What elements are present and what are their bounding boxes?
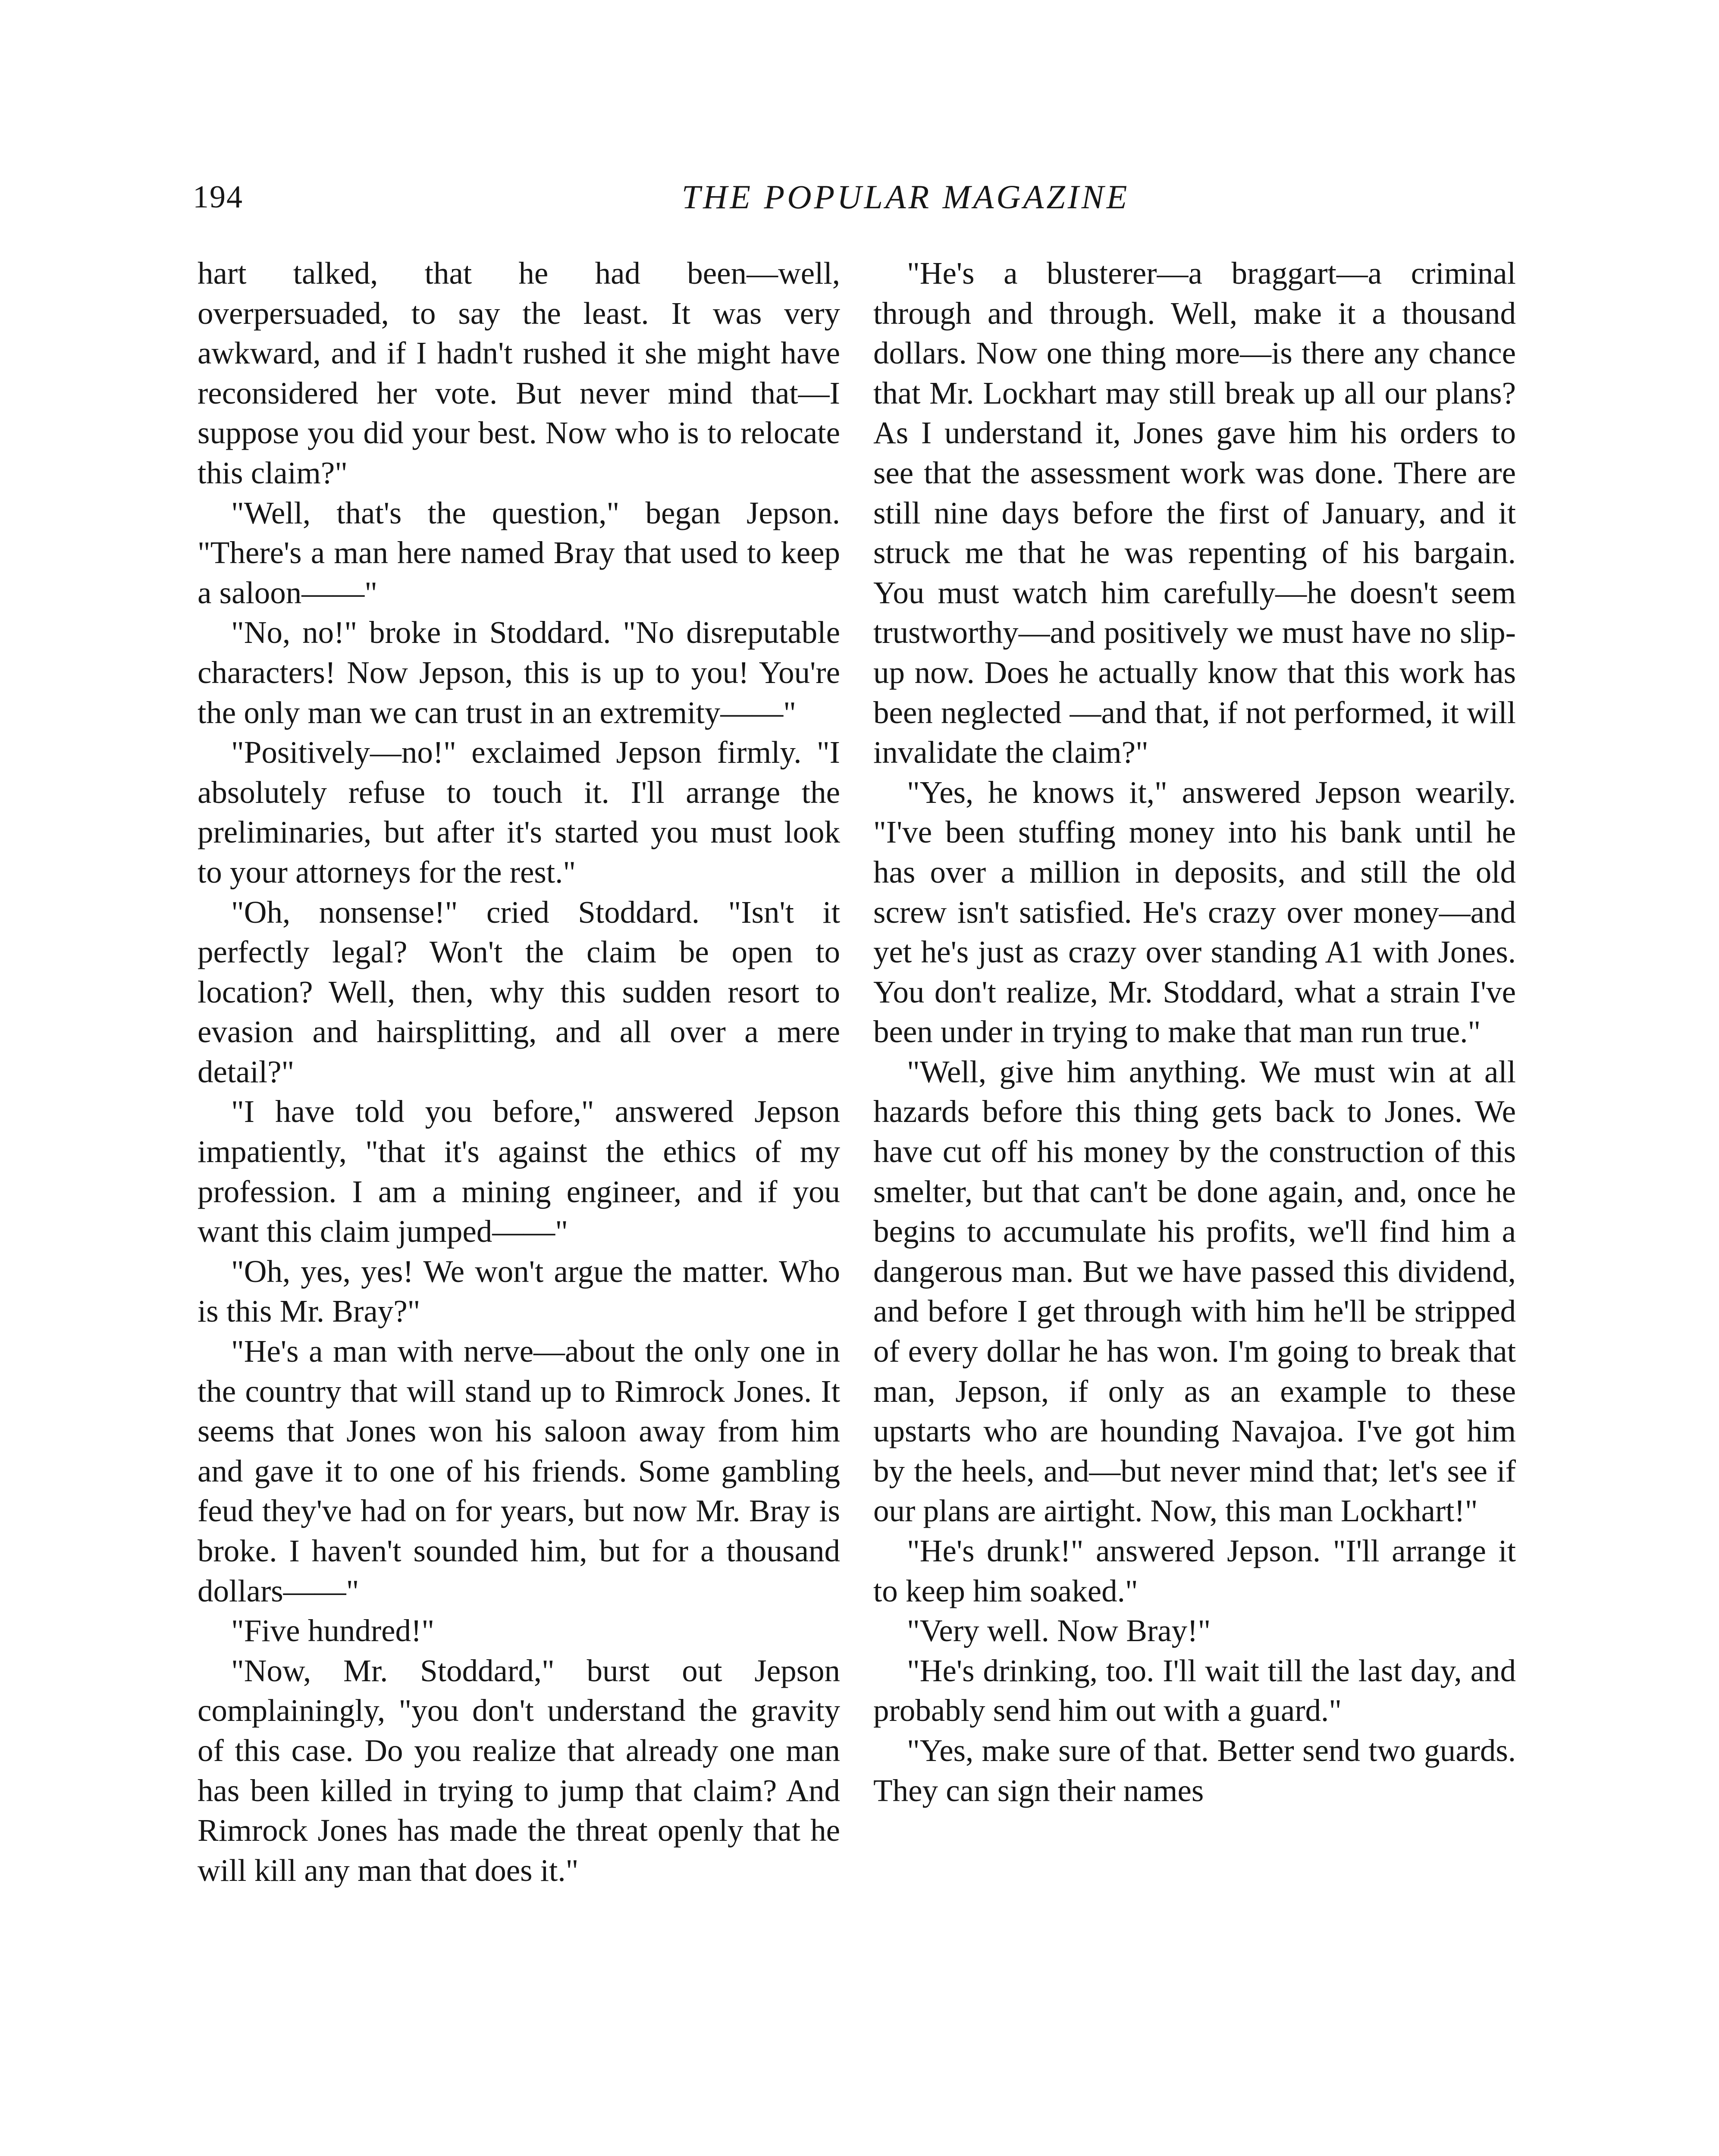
paragraph: "Yes, he knows it," answered Jepson wearily. "I've been stuffing money into his bank until he has over a million in deposits, and still the old screw isn't satisfied. He's crazy over money—and yet he's just as crazy over standing A1 with Jones. You don't realize, Mr. Stoddard, what a strain I've been under in trying to make that man run true."	[873, 774, 1516, 1050]
paragraph: "Very well. Now Bray!"	[907, 1613, 1211, 1648]
paragraph: "Positively—no!" exclaimed Jepson firmly. "I absolutely refuse to touch it. I'll arrange the preliminaries, but after it's started you must look to your attorneys for the rest."	[198, 735, 840, 890]
paragraph: "Oh, yes, yes! We won't argue the matter. Who is this Mr. Bray?"	[198, 1253, 840, 1329]
running-head: THE POPULAR MAGAZINE	[681, 178, 1130, 216]
paragraph: "Well, that's the question," began Jepson. "There's a man here named Bray that used to keep a saloon——"	[198, 495, 840, 610]
paragraph: "No, no!" broke in Stoddard. "No disreputable characters! Now Jepson, this is up to you! You're the only man we can trust in an extremity——"	[198, 615, 840, 730]
paragraph: "I have told you before," answered Jepson impatiently, "that it's against the ethics of my profession. I am a mining engineer, and if you want this claim jumped——"	[198, 1094, 840, 1249]
paragraph: "He's drinking, too. I'll wait till the last day, and probably send him out with a guard."	[873, 1653, 1516, 1728]
paragraph: "He's drunk!" answered Jepson. "I'll arrange it to keep him soaked."	[873, 1533, 1516, 1608]
page-number: 194	[193, 179, 243, 215]
paragraph: "Now, Mr. Stoddard," burst out Jepson complainingly, "you don't understand the gravity of this case. Do you realize that already one man has been killed in trying to jump that claim? And Rimrock Jones has made the threat openly that he will kill any man that does it."	[198, 1653, 840, 1888]
paragraph: "He's a man with nerve—about the only one in the country that will stand up to Rimrock Jones. It seems that Jones won his saloon away from him and gave it to one of his friends. Some gambling feud they've had on for years, but now Mr. Bray is broke. I haven't sounded him, but for a thousand dollars——"	[198, 1334, 840, 1608]
paragraph: "Five hundred!"	[231, 1613, 435, 1648]
paragraph: "He's a blusterer—a braggart—a criminal through and through. Well, make it a thousand dollars. Now one thing more—is there any chance that Mr. Lockhart may still break up all our plans? As I understand it, Jones gave him his orders to see that the assessment work was done. There are still nine days before the first of January, and it struck me that he was repenting of his bargain. You must watch him carefully—he doesn't seem trustworthy—and positively we must have no slip-up now. Does he actually know that this work has been neglected —and that, if not performed, it will invalidate the claim?"	[873, 256, 1516, 770]
right-column	[873, 254, 1516, 1811]
paragraph: "Yes, make sure of that. Better send two guards. They can sign their names	[873, 1733, 1516, 1808]
paragraph: hart talked, that he had been—well, overpersuaded, to say the least. It was very awkward, and if I hadn't rushed it she might have reconsidered her vote. But never mind that—I suppose you did your best. Now who is to relocate this claim?"	[198, 256, 840, 490]
left-column	[198, 254, 840, 1890]
paragraph: "Well, give him anything. We must win at all hazards before this thing gets back to Jones. We have cut off his money by the construction of this smelter, but that can't be done again, and, once he begins to accumulate his profits, we'll find him a dangerous man. But we have passed this dividend, and before I get through with him he'll be stripped of every dollar he has won. I'm going to break that man, Jepson, if only as an example to these upstarts who are hounding Navajoa. I've got him by the heels, and—but never mind that; let's see if our plans are airtight. Now, this man Lockhart!"	[873, 1054, 1516, 1529]
paragraph: "Oh, nonsense!" cried Stoddard. "Isn't it perfectly legal? Won't the claim be open to location? Well, then, why this sudden resort to evasion and hairsplitting, and all over a mere detail?"	[198, 894, 840, 1089]
